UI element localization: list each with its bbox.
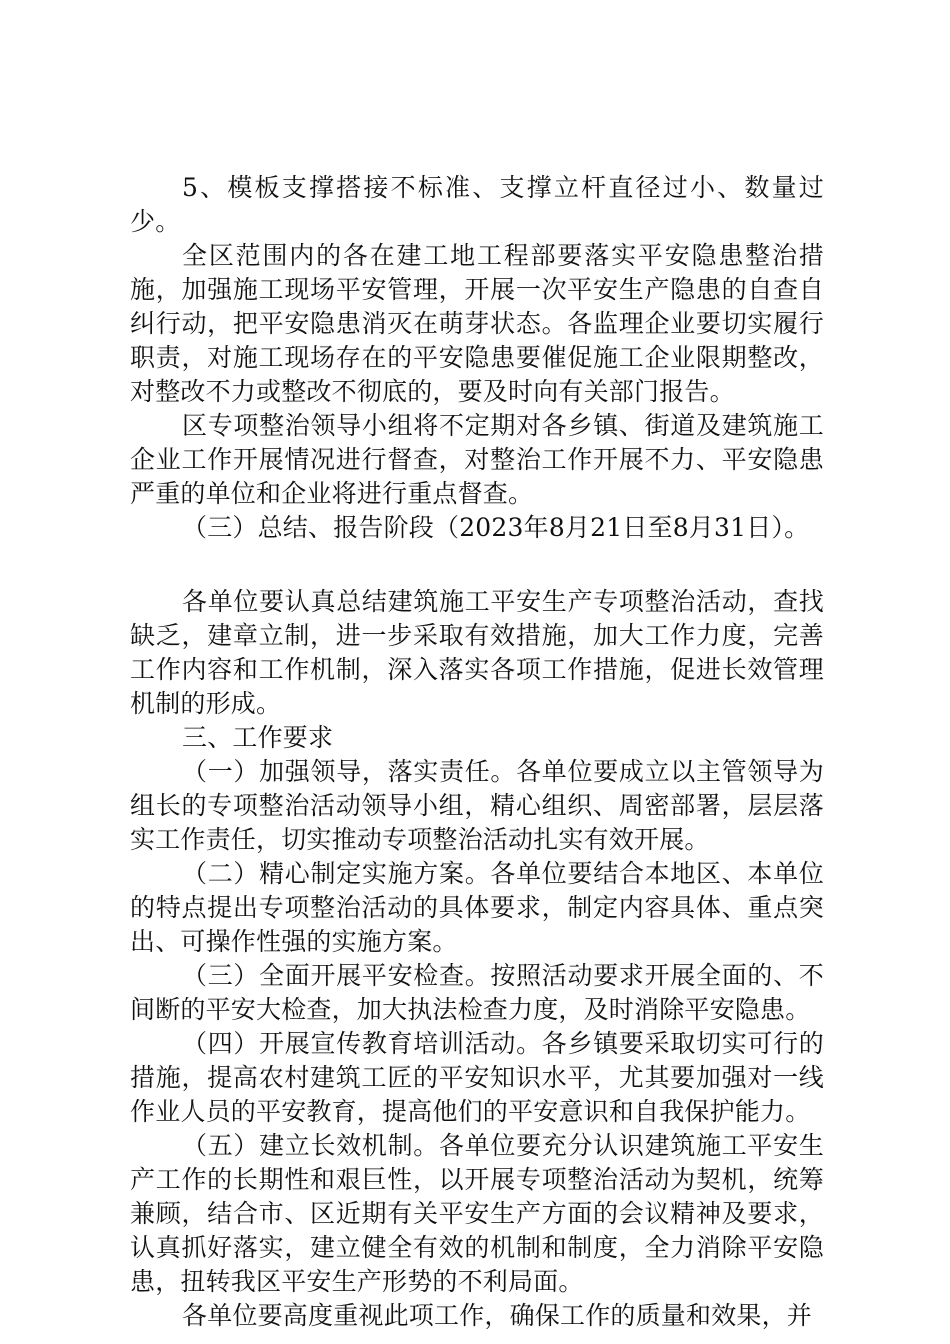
paragraph-requirement-5: （五）建立长效机制。各单位要充分认识建筑施工平安生产工作的长期性和艰巨性，以开展专项整治活动为契机，统筹兼顾，结合市、区近期有关平安生产方面的会议精神及要求，认真抓好落实，建立健全有效的机制和制度，全力消除平安隐患，扭转我区平安生产形势的不利局面。 — [130, 1131, 824, 1296]
paragraph-requirement-2: （二）精心制定实施方案。各单位要结合本地区、本单位的特点提出专项整治活动的具体要求，制定内容具体、重点突出、可操作性强的实施方案。 — [130, 859, 824, 956]
paragraph-requirement-1: （一）加强领导，落实责任。各单位要成立以主管领导为组长的专项整治活动领导小组，精心组织、周密部署，层层落实工作责任，切实推动专项整治活动扎实有效开展。 — [130, 757, 824, 854]
paragraph-spacer — [130, 545, 824, 585]
paragraph-summary-work: 各单位要认真总结建筑施工平安生产专项整治活动，查找缺乏，建章立制，进一步采取有效措施，加大工作力度，完善工作内容和工作机制，深入落实各项工作措施，促进长效管理机制的形成。 — [130, 587, 824, 718]
paragraph-item-5-formwork: 5、模板支撑搭接不标准、支撑立杆直径过小、数量过少。 — [130, 173, 824, 236]
section-heading-summary-stage: （三）总结、报告阶段（2023年8月21日至8月31日）。 — [182, 513, 810, 542]
section-heading-work-requirements: 三、工作要求 — [182, 723, 334, 752]
paragraph-site-rectification: 全区范围内的各在建工地工程部要落实平安隐患整治措施，加强施工现场平安管理，开展一次平安生产隐患的自查自纠行动，把平安隐患消灭在萌芽状态。各监理企业要切实履行职责，对施工现场存在的平安隐患要催促施工企业限期整改，对整改不力或整改不彻底的，要及时向有关部门报告。 — [130, 241, 824, 406]
paragraph-closing: 各单位要高度重视此项工作，确保工作的质量和效果，并 — [182, 1301, 813, 1330]
document-page — [130, 171, 824, 1333]
paragraph-requirement-4: （四）开展宣传教育培训活动。各乡镇要采取切实可行的措施，提高农村建筑工匠的平安知识水平，尤其要加强对一线作业人员的平安教育，提高他们的平安意识和自我保护能力。 — [130, 1029, 824, 1126]
paragraph-requirement-3: （三）全面开展平安检查。按照活动要求开展全面的、不间断的平安大检查，加大执法检查力度，及时消除平安隐患。 — [130, 961, 824, 1024]
paragraph-supervision-group: 区专项整治领导小组将不定期对各乡镇、街道及建筑施工企业工作开展情况进行督查，对整治工作开展不力、平安隐患严重的单位和企业将进行重点督查。 — [130, 411, 824, 508]
